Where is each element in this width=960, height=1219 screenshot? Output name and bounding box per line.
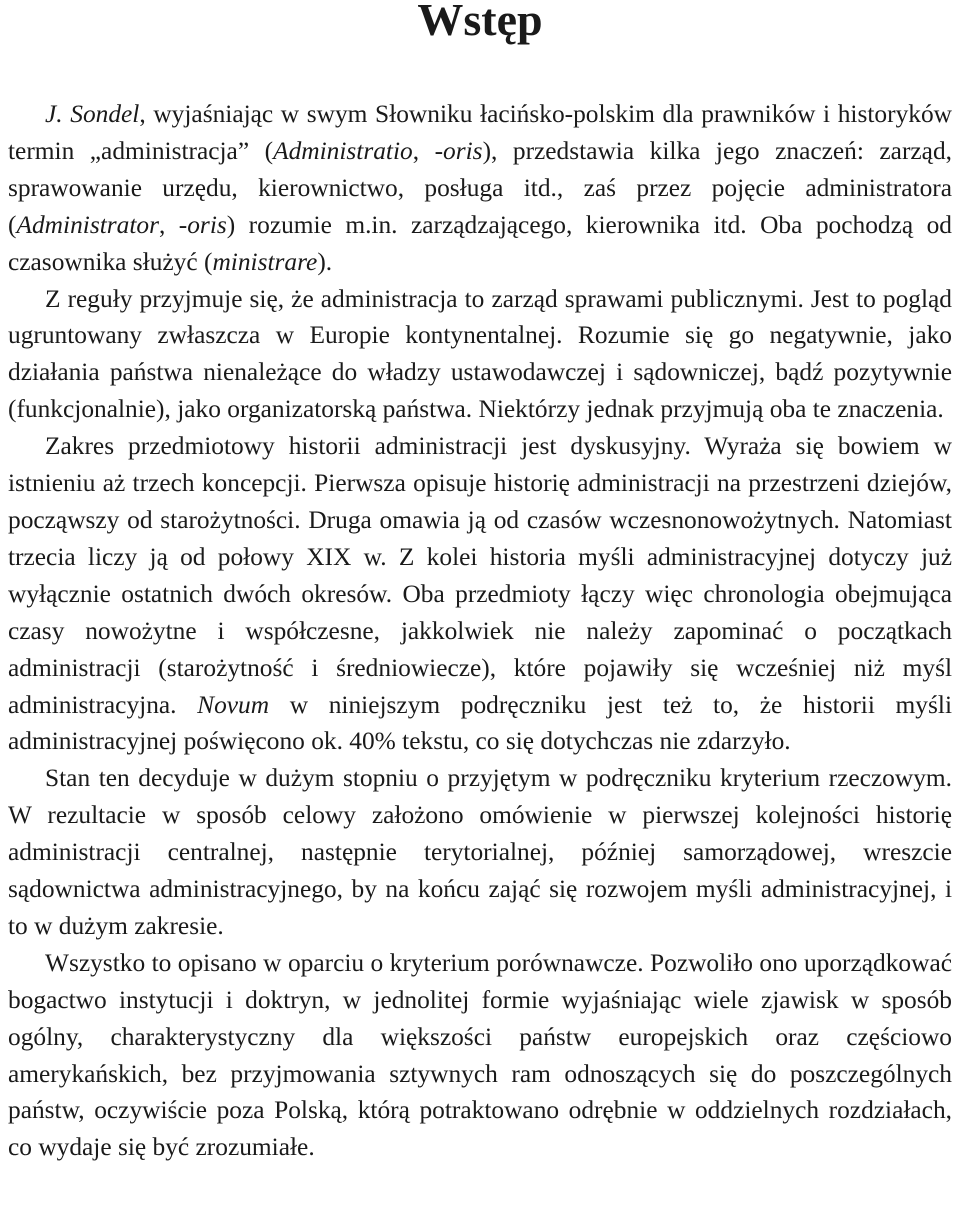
paragraph	[8, 428, 952, 760]
text-segment: ,	[412, 136, 435, 165]
paragraph	[8, 945, 952, 1166]
italic-text-segment: ministrare	[212, 247, 318, 276]
italic-text-segment: J. Sondel	[45, 100, 140, 128]
text-segment: ), przedstawia kilka jego znaczeń: zarząd, sprawowanie urzędu, kierownictwo, posługa itd., zaś przez pojęcie administratora (	[8, 136, 952, 239]
body-text	[8, 96, 952, 1166]
text-segment: , wyjaśniając w swym Słowniku łacińsko-polskim dla prawników i historyków termin „administracja” (	[8, 100, 952, 165]
text-segment: Z reguły przyjmuje się, że administracja to zarząd sprawami publicznymi. Jest to pogląd ugruntowany zwłaszcza w Europie kontynentalnej. Rozumie się go negatywnie, jako działania państwa nienależące do władzy ustawodawczej i sądowniczej, bądź pozytywnie (funkcjonalnie), jako organizatorską państwa. Niektórzy jednak przyjmują oba te znaczenia.	[8, 284, 952, 424]
italic-text-segment: -oris	[178, 210, 227, 239]
paragraph	[8, 281, 952, 429]
text-segment: w niniejszym podręczniku jest też to, że historii myśli administracyjnej poświęcono ok. 40% tekstu, co się dotychczas nie zdarzyło.	[8, 690, 952, 756]
italic-text-segment: Administrator	[16, 210, 159, 239]
italic-text-segment: Administratio	[273, 136, 413, 165]
italic-text-segment: Novum	[197, 690, 270, 719]
text-segment: Zakres przedmiotowy historii administracji jest dyskusyjny. Wyraża się bowiem w istnieniu aż trzech koncepcji. Pierwsza opisuje historię administracji na przestrzeni dziejów, począwszy od starożytności. Druga omawia ją od czasów wczesnonowożytnych. Natomiast trzecia liczy ją od połowy XIX w. Z kolei historia myśli administracyjnej dotyczy już wyłącznie ostatnich dwóch okresów. Oba przedmioty łączy więc chronologia obejmująca czasy nowożytne i współczesne, jakkolwiek nie należy zapominać o początkach administracji (starożytność i średniowiecze), które pojawiły się wcześniej niż myśl administracyjna.	[8, 432, 952, 719]
text-segment: ,	[158, 210, 179, 239]
page-title: Wstęp	[417, 0, 543, 45]
text-segment: ) rozumie m.in. zarządzającego, kierownika itd. Oba pochodzą od czasownika służyć (	[8, 210, 952, 276]
paragraph	[8, 760, 952, 945]
italic-text-segment: -oris	[434, 136, 483, 165]
text-segment: ).	[317, 247, 333, 276]
text-segment: Wszystko to opisano w oparciu o kryterium porównawcze. Pozwoliło ono uporządkować bogactwo instytucji i doktryn, w jednolitej formie wyjaśniając wiele zjawisk w sposób ogólny, charakterystyczny dla większości państw europejskich oraz częściowo amerykańskich, bez przyjmowania sztywnych ram odnoszących się do poszczególnych państw, oczywiście poza Polską, którą potraktowano odrębnie w oddzielnych rozdziałach, co wydaje się być zrozumiałe.	[8, 948, 952, 1162]
paragraph	[8, 96, 952, 281]
text-segment: Stan ten decyduje w dużym stopniu o przyjętym w podręczniku kryterium rzeczowym. W rezultacie w sposób celowy założono omówienie w pierwszej kolejności historię administracji centralnej, następnie terytorialnej, później samorządowej, wreszcie sądownictwa administracyjnego, by na końcu zająć się rozwojem myśli administracyjnej, i to w dużym zakresie.	[8, 764, 952, 940]
